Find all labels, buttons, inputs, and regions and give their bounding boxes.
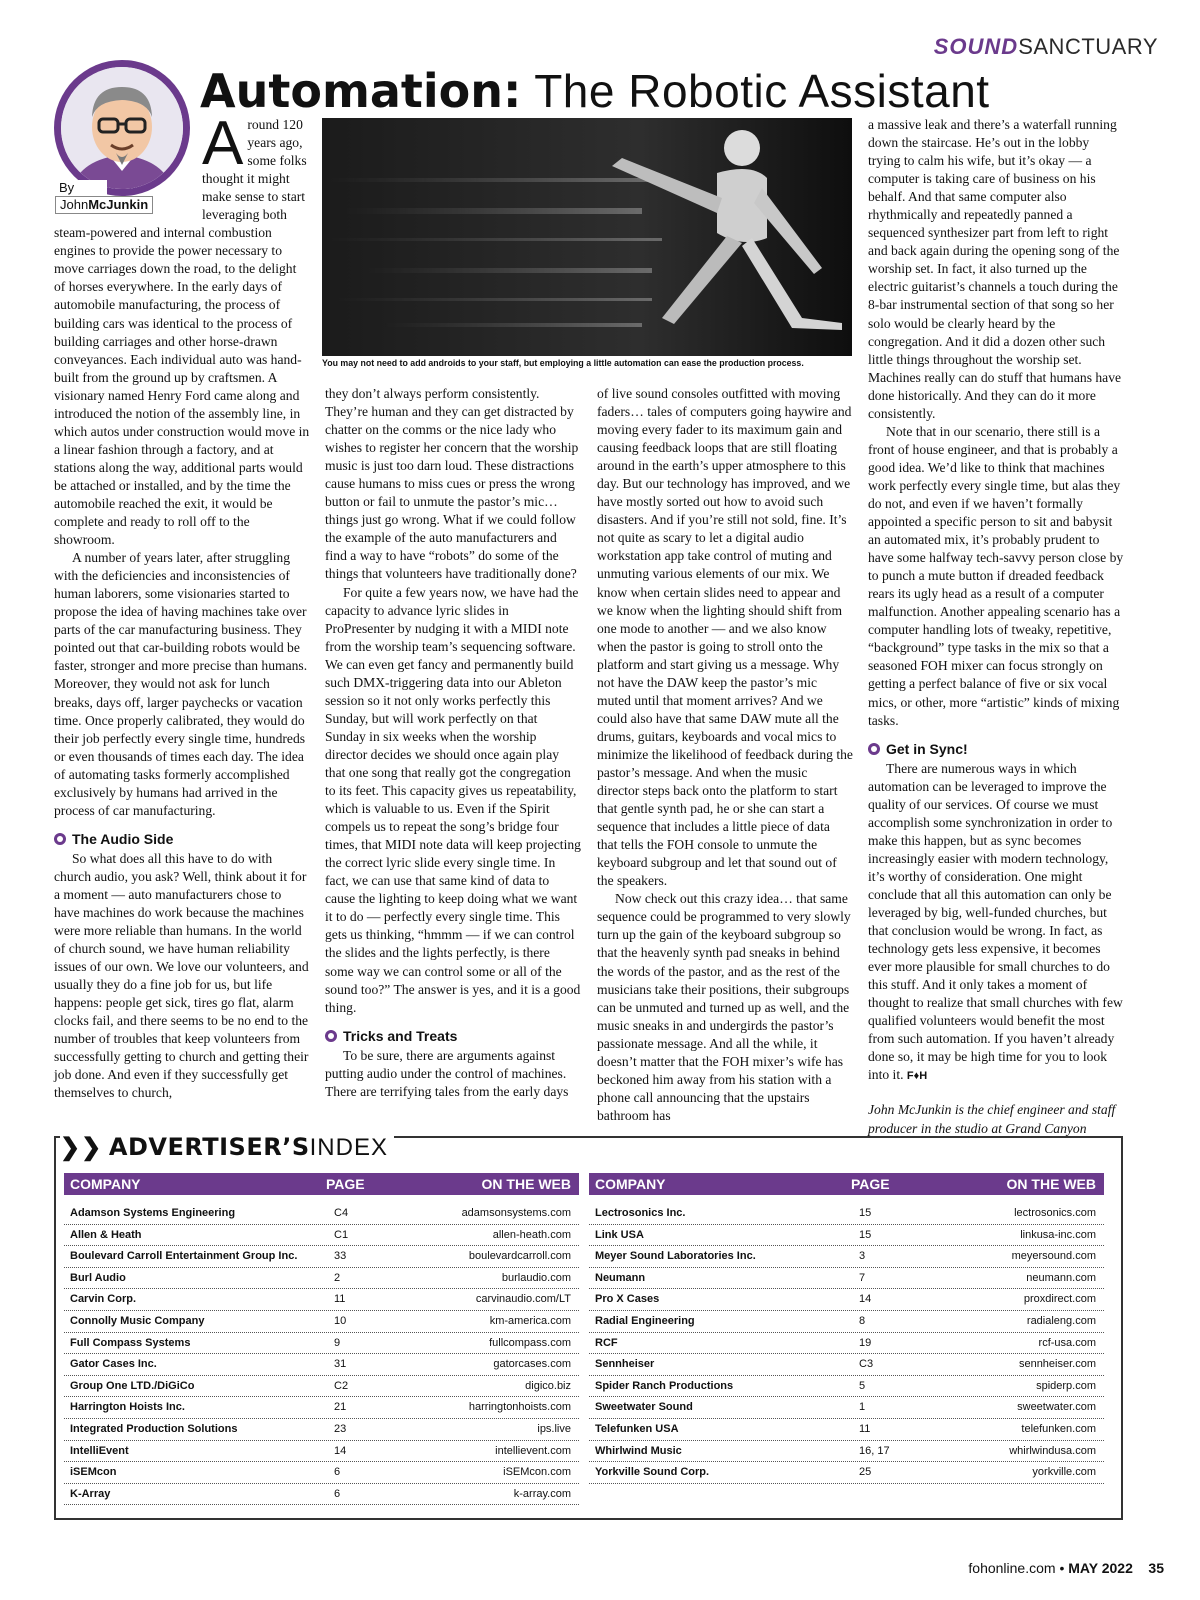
page-number: 35 bbox=[1148, 1560, 1164, 1576]
cell-web[interactable]: k-array.com bbox=[513, 1487, 571, 1500]
page-footer bbox=[968, 1560, 1164, 1576]
cell-company: Pro X Cases bbox=[595, 1293, 660, 1306]
cell-page: 3 bbox=[859, 1250, 866, 1263]
cell-company: Meyer Sound Laboratories Inc. bbox=[595, 1250, 756, 1263]
col2-paragraph-3: To be sure, there are arguments against putting audio under the control of machines. There are terrifying tales from the early days bbox=[325, 1047, 569, 1099]
cell-page: 10 bbox=[334, 1314, 347, 1327]
table-row bbox=[589, 1354, 1104, 1376]
cell-company: Sweetwater Sound bbox=[595, 1401, 693, 1414]
cell-page: C2 bbox=[334, 1379, 349, 1392]
cell-page: 33 bbox=[334, 1250, 347, 1263]
col2-paragraph-1: they don’t always perform consistently. They’re human and they can get distracted by chatter on the comms or the nice lady who wishes to register her concern that the worship music is just too darn loud. These distractions cause humans to miss cues or press the wrong button or fail to unmute the pastor’s mic… things just go wrong. What if we could follow the example of the auto manufacturers and find a way to have “robots” do some of the things that volunteers have traditionally done? bbox=[325, 386, 579, 582]
header-company: COMPANY bbox=[70, 1176, 141, 1192]
cell-company: K-Array bbox=[70, 1487, 111, 1500]
cell-page: 8 bbox=[859, 1314, 866, 1327]
cell-web[interactable]: carvinaudio.com/LT bbox=[475, 1293, 571, 1306]
table-row bbox=[589, 1462, 1104, 1484]
cell-page: 11 bbox=[334, 1293, 346, 1306]
adindex-title-bold: ADVERTISER’S bbox=[108, 1133, 310, 1161]
column-1 bbox=[54, 109, 310, 1103]
cell-company: Link USA bbox=[595, 1228, 644, 1241]
heading-tricks-text: Tricks and Treats bbox=[343, 1027, 458, 1044]
cell-company: Group One LTD./DiGiCo bbox=[70, 1379, 195, 1392]
title-bold: Automation: bbox=[200, 64, 522, 118]
cell-web[interactable]: radialeng.com bbox=[1026, 1314, 1096, 1327]
table-row bbox=[64, 1333, 579, 1355]
table-header bbox=[589, 1173, 1104, 1195]
cell-company: Sennheiser bbox=[595, 1358, 655, 1371]
heading-bullet-icon bbox=[54, 833, 66, 845]
cell-page: 6 bbox=[334, 1487, 341, 1500]
cell-web[interactable]: iSEMcon.com bbox=[503, 1466, 571, 1479]
footer-site: fohonline.com bbox=[968, 1560, 1056, 1576]
table-row bbox=[589, 1289, 1104, 1311]
cell-company: Yorkville Sound Corp. bbox=[595, 1466, 710, 1479]
cell-page: 6 bbox=[334, 1466, 341, 1479]
cell-web[interactable]: spiderp.com bbox=[1036, 1379, 1096, 1392]
heading-audio-text: The Audio Side bbox=[72, 830, 174, 847]
table-row bbox=[64, 1246, 579, 1268]
drop-cap: A bbox=[202, 109, 244, 178]
table-row bbox=[64, 1203, 579, 1225]
cell-web[interactable]: whirlwindusa.com bbox=[1009, 1444, 1096, 1457]
cell-page: 2 bbox=[334, 1271, 341, 1284]
cell-web[interactable]: sennheiser.com bbox=[1018, 1358, 1096, 1371]
cell-company: RCF bbox=[595, 1336, 618, 1349]
col1-paragraph-3: So what does all this have to do with church audio, you ask? Well, think about it for a moment — auto manufacturers chose to have machines do work because the machines were more reliable than humans. In the world of church sound, we have human reliability issues of our own. We love our volunteers, and usually they do a fine job for us, but life happens: people get sick, tires go flat, alarm clocks fail, and there seems to be no end to the number of troubles that keep volunteers from successfully getting to church and getting their job done. And even if they successfully get themselves to church, bbox=[54, 850, 309, 1101]
cell-page: 15 bbox=[859, 1207, 872, 1219]
table-row bbox=[589, 1397, 1104, 1419]
brand-bold: SOUND bbox=[933, 34, 1019, 59]
footer-separator: • bbox=[1059, 1560, 1065, 1576]
table-row bbox=[589, 1225, 1104, 1247]
byline-first: John bbox=[60, 197, 89, 212]
cell-web[interactable]: proxdirect.com bbox=[1023, 1293, 1096, 1306]
adindex-title-rest: INDEX bbox=[309, 1134, 388, 1161]
header-web: ON THE WEB bbox=[1006, 1176, 1096, 1192]
cell-company: Telefunken USA bbox=[595, 1422, 679, 1435]
robot-running-image bbox=[322, 118, 852, 356]
cell-company: Connolly Music Company bbox=[70, 1314, 205, 1327]
table-row bbox=[64, 1462, 579, 1484]
column-3 bbox=[597, 385, 853, 1125]
table-row bbox=[589, 1311, 1104, 1333]
col4-paragraph-1: a massive leak and there’s a waterfall running down the staircase. He’s out in the lobby trying to calm his wife, but it’s okay — a computer is taking care of business on his behalf. And that same computer also rhythmically and repeatedly panned a sequenced synthesizer part from left to right and back again during the opening song of the worship set. In fact, it also turned up the electric guitarist’s channels a touch during the 8-bar instrumental section of that song so her solo would be clearly heard by the congregation. And it did a dozen other such little things throughout the worship set. Machines really can do stuff that humans have done historically. And they can do it more consistently. bbox=[868, 117, 1122, 421]
table-row bbox=[64, 1441, 579, 1463]
article-photo bbox=[322, 118, 852, 356]
cell-web[interactable]: yorkville.com bbox=[1032, 1466, 1096, 1479]
table-row bbox=[589, 1268, 1104, 1290]
cell-company: Full Compass Systems bbox=[70, 1336, 191, 1349]
cell-web[interactable]: sweetwater.com bbox=[1017, 1401, 1096, 1414]
header-page: PAGE bbox=[326, 1176, 365, 1192]
author-bio: John McJunkin is the chief engineer and staff producer in the studio at Grand Canyon bbox=[868, 1102, 1116, 1136]
header-company: COMPANY bbox=[595, 1176, 666, 1192]
cell-company: Allen & Heath bbox=[70, 1228, 142, 1241]
cell-page: 14 bbox=[334, 1444, 347, 1457]
cell-company: Neumann bbox=[595, 1271, 646, 1284]
table-row bbox=[64, 1289, 579, 1311]
cell-page: 31 bbox=[334, 1358, 347, 1371]
cell-page: 1 bbox=[859, 1401, 866, 1414]
cell-page: 19 bbox=[859, 1336, 872, 1349]
avatar-float-spacer bbox=[54, 116, 202, 212]
heading-bullet-icon bbox=[325, 1030, 337, 1042]
col4-paragraph-3-text: There are numerous ways in which automation can be leveraged to improve the quality of our services. Of course we must accomplish some synchronization in order to make this happen, but as sync becomes increasingly easier with modern technology, it’s worthy of consideration. One might conclude that all this automation can only be leveraged by big, well-funded churches, but that conclusion would be wrong. In fact, as technology gets less expensive, it becomes ever more plausible for small churches to do this stuff. And it only takes a moment of thought to realize that small churches with few qualified volunteers would benefit the most from such automation. If you haven’t already done so, it may be high time for you to look into it. bbox=[868, 760, 1123, 1083]
advertiser-table-right bbox=[589, 1173, 1104, 1484]
col4-paragraph-3 bbox=[868, 760, 1124, 1086]
table-row bbox=[589, 1246, 1104, 1268]
cell-web[interactable]: fullcompass.com bbox=[489, 1336, 571, 1349]
cell-page: 7 bbox=[859, 1271, 866, 1284]
cell-page: 5 bbox=[859, 1379, 866, 1392]
cell-company: Harrington Hoists Inc. bbox=[70, 1401, 185, 1414]
byline-by: By bbox=[55, 180, 107, 196]
cell-web[interactable]: linkusa-inc.com bbox=[1020, 1228, 1096, 1241]
cell-web[interactable]: ips.live bbox=[537, 1422, 571, 1435]
cell-page: 15 bbox=[859, 1228, 872, 1241]
cell-web[interactable]: km-america.com bbox=[489, 1314, 571, 1327]
photo-caption: You may not need to add androids to your staff, but employing a little automation can ease the production process. bbox=[322, 358, 804, 368]
cell-page: 11 bbox=[859, 1422, 871, 1435]
byline-last: McJunkin bbox=[88, 197, 149, 212]
table-row bbox=[589, 1419, 1104, 1441]
cell-page: 16, 17 bbox=[859, 1444, 890, 1457]
header-web: ON THE WEB bbox=[481, 1176, 571, 1192]
col4-paragraph-2: Note that in our scenario, there still is a front of house engineer, and that is probably a good idea. We’d like to think that machines work perfectly every single time, but alas they do not, and even if we haven’t formally appointed a specific person to sit and babysit an automated mix, it’s probably prudent to have some halfway tech-savvy person close by to punch a mute button if dreaded feedback rears its ugly head as a result of a computer malfunction. Another appealing scenario has a computer handling lots of tweaky, repetitive, “background” type tasks in the mix so that a seasoned FOH mixer can focus strongly on getting a perfect balance of five or six vocal mics, or other, more “artistic” kinds of mixing tasks. bbox=[868, 423, 1124, 728]
brand-rest: SANCTUARY bbox=[1018, 34, 1158, 59]
cell-web[interactable]: intellievent.com bbox=[495, 1444, 571, 1457]
heading-sync bbox=[868, 740, 1124, 758]
cell-company: Radial Engineering bbox=[595, 1314, 695, 1327]
cell-web[interactable]: burlaudio.com bbox=[501, 1271, 571, 1284]
cell-page: 25 bbox=[859, 1466, 872, 1479]
cell-page: C4 bbox=[334, 1207, 349, 1219]
cell-company: Boulevard Carroll Entertainment Group Inc. bbox=[70, 1250, 298, 1263]
chevron-right-icon: ❯❯ bbox=[60, 1134, 103, 1161]
cell-web[interactable]: lectrosonics.com bbox=[1014, 1207, 1096, 1219]
table-row bbox=[589, 1333, 1104, 1355]
col1-paragraph-2: A number of years later, after struggling with the deficiencies and inconsistencies of human laborers, some visionaries started to propose the idea of having machines take over parts of the car manufacturing business. They pointed out that car-building robots would be faster, stronger and more precise than humans. Moreover, they would not ask for lunch breaks, days off, larger paychecks or vacation time. Once properly calibrated, they would do their job perfectly every single time, hundreds or even thousands of times each day. The idea of automating tasks formerly accomplished exclusively by humans had arrived in the process of car manufacturing. bbox=[54, 550, 308, 818]
cell-page: 21 bbox=[334, 1401, 347, 1414]
table-row bbox=[64, 1225, 579, 1247]
col2-paragraph-2: For quite a few years now, we have had the capacity to advance lyric slides in ProPresenter by nudging it with a MIDI note from the worship team’s sequencing software. We can even get fancy and permanently build such DMX-triggering data into our Ableton session so it not only works perfectly this Sunday, but will work perfectly on that Sunday in six weeks when the worship director decides we should once again play that one song that really got the congregation to its feet. This capacity gives us repeatability, which is valuable to us. Even if the Spirit compels us to repeat the song’s bridge four times, that MIDI note data will keep projecting the correct lyric slide every single time. In fact, we can use that same kind of data to cause the lighting to keep doing what we want it to do — perfectly every single time. This gets us thinking, “hmmm — if we can control the slides and the lights perfectly, is there some way we can control some or all of the sound too?” The answer is yes, and it is a good thing. bbox=[325, 584, 581, 1015]
col3-paragraph-1: of live sound consoles outfitted with moving faders… tales of computers going haywire and moving every fader to its maximum gain and causing feedback loops that are still floating around in the earth’s upper atmosphere to this day. But our technology has improved, and we have mostly sorted out how to avoid such disasters. And if you’re still not sold, fine. It’s not quite as scary to let a digital audio workstation app take control of muting and unmuting various elements of our mix. We know when certain slides need to appear and we know when the lighting should shift from one mode to another — and we also know when the pastor is going to stroll onto the platform and start giving us a message. Why not have the DAW keep the pastor’s mic muted until that moment arrives? And we could also have that same DAW mute all the drums, guitars, keyboards and vocal mics to minimize the likelihood of feedback during the pastor’s message. And when the music director steps back onto the platform to start that gentle synth pad, he or she can start a sequence that includes a little piece of data that tells the FOH console to unmute the keyboard subgroup and let that sound out of the speakers. bbox=[597, 386, 853, 889]
table-row bbox=[64, 1354, 579, 1376]
column-2 bbox=[325, 385, 581, 1101]
table-row bbox=[589, 1203, 1104, 1225]
advertiser-table-left bbox=[64, 1173, 579, 1505]
cell-company: Lectrosonics Inc. bbox=[595, 1207, 686, 1219]
table-row bbox=[64, 1484, 579, 1506]
cell-page: 23 bbox=[334, 1422, 347, 1435]
cell-web[interactable]: adamsonsystems.com bbox=[461, 1207, 571, 1219]
table-row bbox=[64, 1397, 579, 1419]
table-row bbox=[589, 1376, 1104, 1398]
table-row bbox=[589, 1441, 1104, 1463]
col1-paragraph-1: round 120 years ago, some folks thought it might make sense to start leveraging both steam-powered and internal combustion engines to provide the power necessary to move carriages down the road, to the delight of horses everywhere. In the early days of automobile manufacturing, the process of building cars was identical to the process of building carriages and other horse-drawn conveyances. Each individual auto was hand-built from the ground up by craftsmen. A visionary named Henry Ford came along and introduced the notion of the assembly line, in which autos under construction would move in a linear fashion through a factory, and at stations along the way, additional parts would be attached or installed, and by the time the automobile reached the exit, it would be complete and ready to roll off to the showroom. bbox=[54, 117, 310, 548]
cell-page: C3 bbox=[859, 1358, 874, 1371]
cell-web[interactable]: telefunken.com bbox=[1021, 1422, 1096, 1435]
col3-paragraph-2: Now check out this crazy idea… that same sequence could be programmed to very slowly turn up the gain of the keyboard subgroup so that the heavenly synth pad sneaks in behind the words of the pastor, and as the rest of the musicians take their positions, their subgroups can be unmuted and turned up as well, and the music sneaks in and undergirds the pastor’s passionate message. And all the while, it doesn’t matter that the FOH mixer’s wife has beckoned him away from his station with a phone call announcing that the upstairs bathroom has bbox=[597, 891, 851, 1123]
article-title bbox=[200, 64, 990, 118]
cell-web[interactable]: boulevardcarroll.com bbox=[468, 1250, 571, 1263]
table-row bbox=[64, 1311, 579, 1333]
advertiser-index-title bbox=[60, 1132, 394, 1162]
header-page: PAGE bbox=[851, 1176, 890, 1192]
heading-tricks bbox=[325, 1027, 581, 1045]
table-row bbox=[64, 1376, 579, 1398]
cell-page: C1 bbox=[334, 1228, 349, 1241]
heading-audio-side bbox=[54, 830, 310, 848]
table-row bbox=[64, 1268, 579, 1290]
cell-web[interactable]: neumann.com bbox=[1026, 1271, 1096, 1284]
heading-sync-text: Get in Sync! bbox=[886, 740, 968, 757]
cell-page: 9 bbox=[334, 1336, 341, 1349]
cell-web[interactable]: allen-heath.com bbox=[492, 1228, 571, 1241]
end-mark: F♦H bbox=[906, 1070, 928, 1083]
cell-company: Carvin Corp. bbox=[70, 1293, 137, 1306]
cell-web[interactable]: rcf-usa.com bbox=[1038, 1336, 1096, 1349]
section-brand bbox=[934, 34, 1158, 60]
cell-web[interactable]: meyersound.com bbox=[1011, 1250, 1096, 1263]
cell-company: Gator Cases Inc. bbox=[70, 1358, 157, 1371]
cell-web[interactable]: harringtonhoists.com bbox=[468, 1401, 571, 1414]
cell-company: Spider Ranch Productions bbox=[595, 1379, 734, 1392]
cell-web[interactable]: digico.biz bbox=[525, 1379, 571, 1392]
title-rest: The Robotic Assistant bbox=[534, 65, 990, 117]
table-header bbox=[64, 1173, 579, 1195]
cell-company: Whirlwind Music bbox=[595, 1444, 682, 1457]
column-4 bbox=[868, 116, 1124, 1156]
footer-issue: MAY 2022 bbox=[1068, 1560, 1133, 1576]
cell-page: 14 bbox=[859, 1293, 872, 1306]
cell-company: Integrated Production Solutions bbox=[70, 1422, 238, 1435]
cell-company: Adamson Systems Engineering bbox=[70, 1207, 236, 1219]
cell-company: IntelliEvent bbox=[70, 1444, 129, 1457]
heading-bullet-icon bbox=[868, 743, 880, 755]
cell-web[interactable]: gatorcases.com bbox=[493, 1358, 571, 1371]
table-row bbox=[64, 1419, 579, 1441]
cell-company: iSEMcon bbox=[70, 1466, 117, 1479]
cell-company: Burl Audio bbox=[70, 1271, 126, 1284]
